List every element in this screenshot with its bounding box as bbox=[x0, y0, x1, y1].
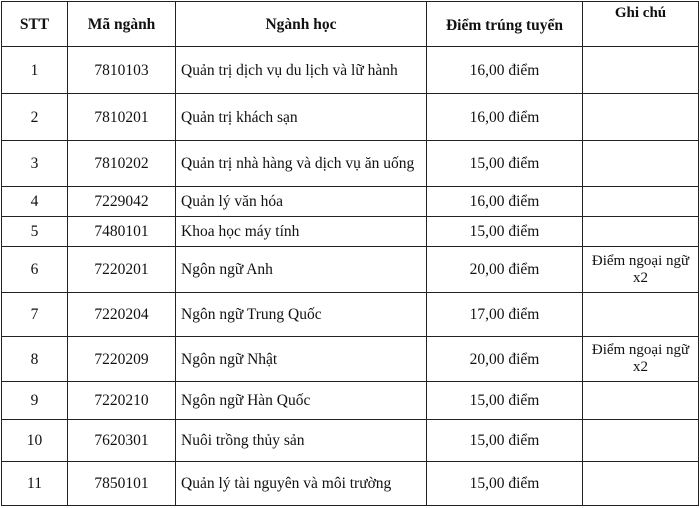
row-major-code: 7810202 bbox=[68, 141, 176, 187]
row-major-name: Nuôi trồng thủy sản bbox=[176, 420, 427, 462]
table-row bbox=[2, 382, 699, 420]
row-note: Điểm ngoại ngữ x2 bbox=[583, 337, 699, 382]
table-row bbox=[2, 94, 699, 141]
row-note bbox=[583, 47, 699, 94]
row-stt: 1 bbox=[2, 47, 68, 94]
row-note bbox=[583, 420, 699, 462]
row-note bbox=[583, 293, 699, 337]
row-major-code: 7220210 bbox=[68, 382, 176, 420]
row-major-code: 7850101 bbox=[68, 462, 176, 506]
row-major-code: 7480101 bbox=[68, 217, 176, 247]
row-major-name: Quản trị dịch vụ du lịch và lữ hành bbox=[176, 47, 427, 94]
row-major-code: 7220204 bbox=[68, 293, 176, 337]
row-score: 15,00 điểm bbox=[427, 217, 583, 247]
row-major-name: Ngôn ngữ Trung Quốc bbox=[176, 293, 427, 337]
row-score: 15,00 điểm bbox=[427, 420, 583, 462]
row-score: 15,00 điểm bbox=[427, 462, 583, 506]
row-note bbox=[583, 94, 699, 141]
table-row bbox=[2, 187, 699, 217]
row-major-code: 7220209 bbox=[68, 337, 176, 382]
row-score: 16,00 điểm bbox=[427, 187, 583, 217]
row-note: Điểm ngoại ngữ x2 bbox=[583, 247, 699, 293]
row-score: 15,00 điểm bbox=[427, 382, 583, 420]
row-stt: 9 bbox=[2, 382, 68, 420]
row-stt: 2 bbox=[2, 94, 68, 141]
row-major-code: 7810103 bbox=[68, 47, 176, 94]
row-stt: 5 bbox=[2, 217, 68, 247]
row-major-name: Quản lý văn hóa bbox=[176, 187, 427, 217]
row-stt: 8 bbox=[2, 337, 68, 382]
row-major-code: 7229042 bbox=[68, 187, 176, 217]
header-stt: STT bbox=[2, 2, 68, 47]
row-note bbox=[583, 217, 699, 247]
row-stt: 7 bbox=[2, 293, 68, 337]
row-major-name: Ngôn ngữ Hàn Quốc bbox=[176, 382, 427, 420]
row-note bbox=[583, 462, 699, 506]
row-major-code: 7620301 bbox=[68, 420, 176, 462]
admission-scores-table bbox=[1, 1, 699, 506]
row-score: 20,00 điểm bbox=[427, 337, 583, 382]
row-stt: 10 bbox=[2, 420, 68, 462]
row-note bbox=[583, 187, 699, 217]
row-score: 16,00 điểm bbox=[427, 94, 583, 141]
row-stt: 4 bbox=[2, 187, 68, 217]
row-major-name: Quản lý tài nguyên và môi trường bbox=[176, 462, 427, 506]
row-stt: 6 bbox=[2, 247, 68, 293]
row-major-name: Khoa học máy tính bbox=[176, 217, 427, 247]
table-row bbox=[2, 337, 699, 382]
header-major-code: Mã ngành bbox=[68, 2, 176, 47]
row-major-name: Quản trị nhà hàng và dịch vụ ăn uống bbox=[176, 141, 427, 187]
row-score: 20,00 điểm bbox=[427, 247, 583, 293]
table-row bbox=[2, 217, 699, 247]
header-note: Ghi chú bbox=[583, 2, 699, 47]
row-score: 15,00 điểm bbox=[427, 141, 583, 187]
table-row bbox=[2, 293, 699, 337]
row-major-name: Quản trị khách sạn bbox=[176, 94, 427, 141]
row-major-code: 7810201 bbox=[68, 94, 176, 141]
row-major-code: 7220201 bbox=[68, 247, 176, 293]
table-row bbox=[2, 47, 699, 94]
row-stt: 3 bbox=[2, 141, 68, 187]
header-major-name: Ngành học bbox=[176, 2, 427, 47]
table-row bbox=[2, 247, 699, 293]
row-score: 17,00 điểm bbox=[427, 293, 583, 337]
row-major-name: Ngôn ngữ Anh bbox=[176, 247, 427, 293]
row-score: 16,00 điểm bbox=[427, 47, 583, 94]
row-major-name: Ngôn ngữ Nhật bbox=[176, 337, 427, 382]
row-note bbox=[583, 382, 699, 420]
table-row bbox=[2, 420, 699, 462]
table-row bbox=[2, 141, 699, 187]
header-score: Điểm trúng tuyển bbox=[427, 2, 583, 47]
row-note bbox=[583, 141, 699, 187]
header-row bbox=[2, 2, 699, 47]
row-stt: 11 bbox=[2, 462, 68, 506]
table-row bbox=[2, 462, 699, 506]
